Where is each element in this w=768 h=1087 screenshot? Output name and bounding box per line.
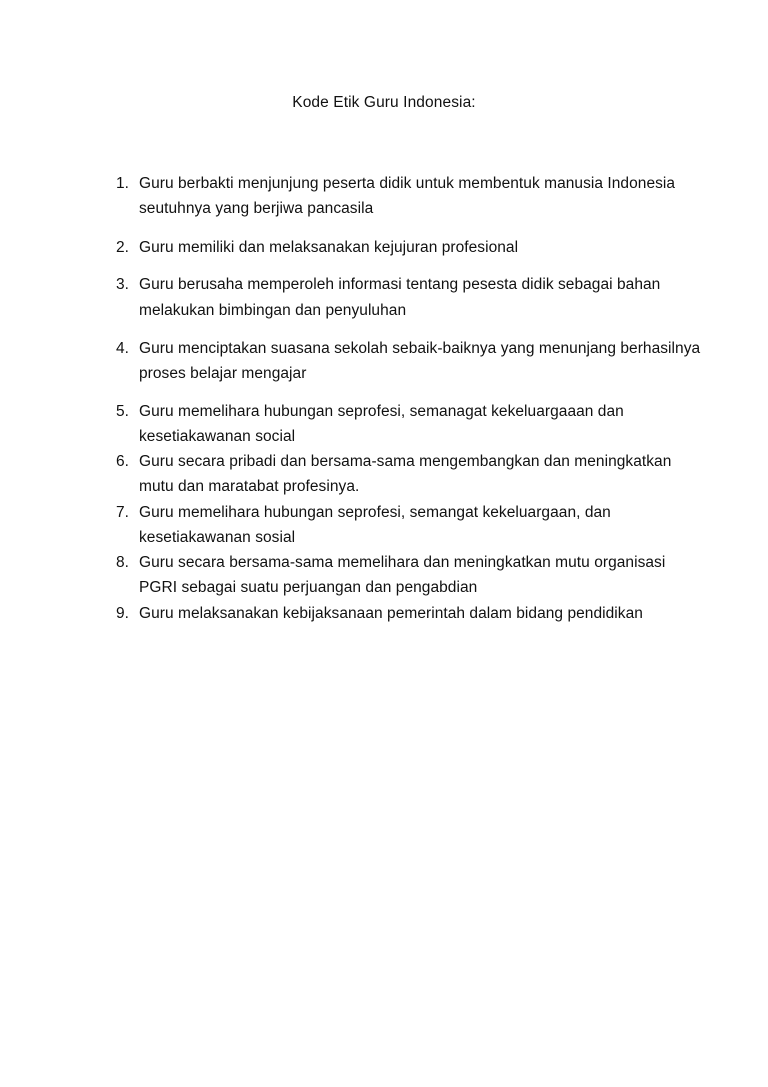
list-item-number: 5. bbox=[116, 403, 130, 420]
list-item-text: Guru secara bersama-sama memelihara dan meningkatkan mutu organisasi PGRI sebagai suatu perjuangan dan pengabdian bbox=[139, 554, 666, 596]
list-item-number: 7. bbox=[116, 504, 130, 521]
list-item-text: Guru secara pribadi dan bersama-sama mengembangkan dan meningkatkan mutu dan maratabat profesinya. bbox=[139, 453, 672, 495]
list-item-text: Guru berusaha memperoleh informasi tentang pesesta didik sebagai bahan melakukan bimbingan dan penyuluhan bbox=[139, 276, 661, 319]
list-item-number: 8. bbox=[116, 554, 130, 571]
list-item-text: Guru memelihara hubungan seprofesi, semangat kekeluargaan, dan kesetiakawanan sosial bbox=[139, 504, 611, 546]
list-item-text: Guru melaksanakan kebijaksanaan pemerintah dalam bidang pendidikan bbox=[139, 605, 643, 622]
list-item bbox=[116, 500, 706, 550]
list-item bbox=[116, 399, 706, 449]
list-item bbox=[116, 235, 706, 260]
list-item-number: 3. bbox=[116, 276, 130, 293]
list-item-number: 9. bbox=[116, 605, 130, 622]
list-item-number: 2. bbox=[116, 239, 130, 256]
list-item-number: 4. bbox=[116, 340, 130, 357]
list-item-number: 1. bbox=[116, 175, 130, 192]
list-item bbox=[116, 272, 706, 324]
document-title: Kode Etik Guru Indonesia: bbox=[292, 94, 476, 111]
list-item bbox=[116, 601, 716, 626]
list-item bbox=[116, 171, 706, 221]
list-item-text: Guru menciptakan suasana sekolah sebaik-baiknya yang menunjang berhasilnya proses belajar mengajar bbox=[139, 340, 701, 382]
list-item-text: Guru memelihara hubungan seprofesi, semanagat kekeluargaaan dan kesetiakawanan social bbox=[139, 403, 624, 445]
list-item bbox=[116, 449, 706, 499]
list-item-number: 6. bbox=[116, 453, 130, 470]
list-item-text: Guru memiliki dan melaksanakan kejujuran profesional bbox=[139, 239, 519, 256]
list-item bbox=[116, 336, 706, 386]
list-item bbox=[116, 550, 706, 600]
list-item-text: Guru berbakti menjunjung peserta didik untuk membentuk manusia Indonesia seutuhnya yang berjiwa pancasila bbox=[139, 175, 676, 217]
